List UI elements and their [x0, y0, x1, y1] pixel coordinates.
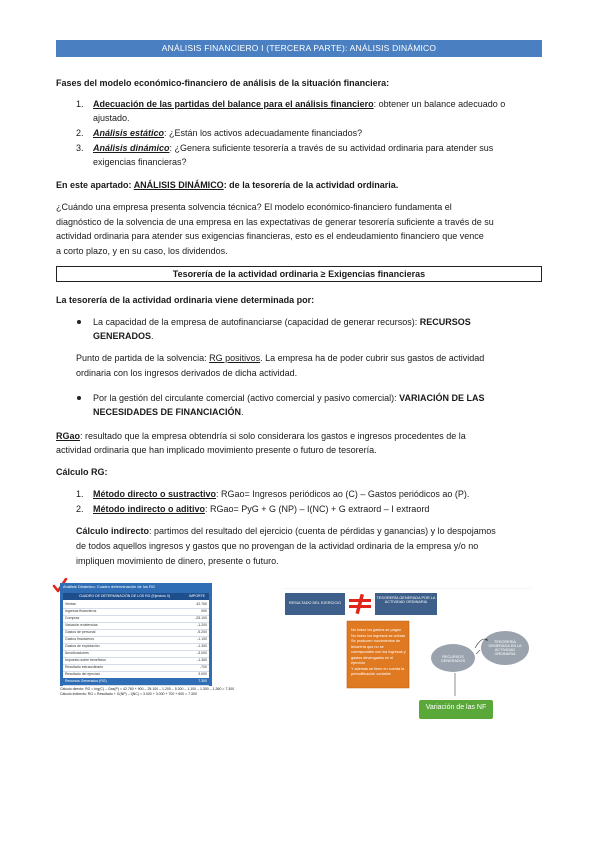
calculo-heading: Cálculo RG:	[56, 467, 108, 477]
metodo-1-text: : RGao= Ingresos periódicos ao (C) – Gastos periódicos ao (P).	[216, 489, 470, 499]
punto-partida	[76, 351, 484, 366]
fase-3-term: Análisis dinámico	[93, 143, 170, 153]
fase-3-cont: exigencias financieras?	[93, 157, 187, 167]
rg-row-label: Resultado del ejercicio	[65, 672, 101, 676]
fase-3	[93, 141, 493, 156]
rg-table-figure	[60, 583, 235, 696]
orange-list-item: No todos los ingresos se cobran	[351, 633, 406, 638]
result-box-label: RESULTADO DEL EJERCICIO	[288, 601, 342, 605]
rgao-term: RGao	[56, 431, 81, 441]
fase-2-num: 2.	[76, 128, 84, 138]
rg-table-col2: IMPORTE	[189, 594, 205, 598]
rgao-cont: actividad ordinaria que han implicado movimiento presente o futuro de tesorería.	[56, 445, 377, 455]
metodo-1-num: 1.	[76, 489, 84, 499]
rg-row-value: 900	[201, 609, 207, 613]
rg-row-value: -25.100	[195, 616, 207, 620]
bullet-1-cont	[93, 329, 154, 344]
bullet-2	[93, 391, 484, 406]
rg-table-total-row	[63, 678, 209, 686]
metodo-2-text: : RGao= PyG + G (NP) – I(NC) + G extraord – I extraord	[205, 504, 430, 514]
boxed-formula: Tesorería de la actividad ordinaria ≥ Exigencias financieras	[56, 266, 542, 282]
rg-row-value: -1.360	[197, 658, 207, 662]
metodo-2-num: 2.	[76, 504, 84, 514]
rg-row-label: Variación existencias	[65, 623, 98, 627]
fase-1-term: Adecuación de las partidas del balance para el análisis financiero	[93, 99, 374, 109]
metodo-1-term: Método directo o sustractivo	[93, 489, 217, 499]
apartado	[56, 178, 398, 193]
rg-row-label: Gastos financieros	[65, 637, 94, 641]
orange-list-item: Y además se tiene en cuenta la periodificación contable	[351, 666, 405, 676]
fase-1	[93, 97, 505, 112]
bullet-1-text: La capacidad de la empresa de autofinanciarse (capacidad de generar recursos):	[93, 317, 420, 327]
bullet-2-end: .	[241, 407, 244, 417]
intro-line: ¿Cuándo una empresa presenta solvencia técnica? El modelo económico-financiero fundamenta el	[56, 202, 452, 212]
rg-row-label: Gastos de explotación	[65, 644, 100, 648]
intro-line: a corto plazo, y en su caso, los dividendos.	[56, 245, 228, 256]
rg-table-title: Análisis Dinámico: Cuadro determinación de los RG	[63, 584, 156, 589]
fase-3-num: 3.	[76, 143, 84, 153]
rg-row-label: Gastos de personal	[65, 630, 96, 634]
intro-line: actividad ordinaria para atender sus exigencias financieras, esto es el endeudamiento financiero que vence	[56, 231, 484, 241]
rg-row-label: Amortizaciones	[65, 651, 89, 655]
orange-list	[351, 628, 407, 678]
indirecto-text: : partimos del resultado del ejercicio (cuenta de pérdidas y ganancias) y lo despojamos	[149, 526, 496, 536]
orange-list-item: No todos los gastos se pagan	[351, 628, 402, 632]
circle-left-label: RECURSOS GENERADOS	[440, 655, 466, 663]
determinada-heading: La tesorería de la actividad ordinaria viene determinada por:	[56, 295, 315, 305]
rg-direct-formula: Cálculo directo: RG = Ing(C) – Gas(P) = 42.760 + 900 – 25.100 – 1.200 – 5.200 – 1.100 – 1.300 – 1.360 = 7.300	[60, 687, 235, 691]
metodo-1	[93, 487, 469, 502]
rg-row-value: 42.760	[196, 602, 207, 606]
rg-row-value: -1.200	[197, 623, 207, 627]
metodo-2	[93, 502, 429, 517]
bullet-1	[93, 315, 471, 330]
metodo-2-term: Método indirecto o aditivo	[93, 504, 205, 514]
fases-heading: Fases del modelo económico-financiero de análisis de la situación financiera:	[56, 78, 390, 88]
rg-total-label: Recursos Generados (RG)	[65, 679, 107, 683]
indirecto	[76, 524, 496, 539]
bullet-2-bold2: NECESIDADES DE FINANCIACIÓN	[93, 407, 242, 417]
rg-row-value: -700	[199, 665, 207, 669]
rg-table-col1: CUADRO DE DETERMINACIÓN DE LOS RG (Ejercicio X)	[79, 594, 171, 598]
fase-2	[93, 126, 362, 141]
apartado-suffix: : de la tesorería de la actividad ordinaria.	[223, 180, 399, 190]
intro-line: diagnóstico de la solvencia de una empresa en las expectativas de generar tesorería suficiente a través de su	[56, 216, 494, 227]
nf-box-label: Variación de las NF	[425, 704, 487, 711]
fase-1-text: : obtener un balance adecuado o	[373, 99, 506, 109]
punto-cont: ordinaria con los ingresos derivados de dicha actividad.	[76, 368, 298, 378]
rg-row-label: Resultado extraordinario	[65, 665, 104, 669]
fase-3-text: : ¿Genera suficiente tesorería a través de su actividad ordinaria para atender sus	[169, 143, 494, 153]
rg-table-header	[63, 593, 209, 600]
bullet-1-bold2: GENERADOS	[93, 331, 152, 341]
page-header: ANÁLISIS FINANCIERO I (TERCERA PARTE): ANÁLISIS DINÁMICO	[56, 40, 542, 57]
rg-row-value: -3.000	[197, 651, 207, 655]
bullet-2-bold: VARIACIÓN DE LAS	[399, 393, 485, 403]
rg-total-value: 7.300	[198, 679, 207, 683]
rg-row-label: Ingresos financieros	[65, 609, 97, 613]
punto-term: RG positivos	[209, 353, 261, 363]
punto-text: . La empresa ha de poder cubrir sus gastos de actividad	[260, 353, 485, 363]
rg-row-label: Impuesto sobre beneficios	[65, 658, 106, 662]
indirecto-term: Cálculo indirecto	[76, 526, 150, 536]
fase-1-num: 1.	[76, 99, 84, 109]
treasury-box-label: TESORERÍA GENERADA POR LA ACTIVIDAD ORDINARIA	[376, 596, 436, 604]
intro-paragraph	[56, 200, 546, 258]
rg-table-panel	[60, 583, 212, 686]
rg-diagram	[283, 588, 531, 723]
bullet-2-cont	[93, 405, 244, 420]
punto-prefix: Punto de partida de la solvencia:	[76, 353, 210, 363]
rg-table	[63, 593, 209, 685]
apartado-prefix: En este apartado:	[56, 180, 134, 190]
rg-indirect-formula: Cálculo indirecto: RG = Resultado + G(NP) – I(NC) = 3.000 + 3.000 + 700 + 600 = 7.300	[60, 692, 197, 696]
indirecto-cont: impliquen movimiento de dinero, presente o futuro.	[76, 556, 279, 566]
bullet-icon	[77, 396, 81, 400]
rgao-text: : resultado que la empresa obtendría si solo considerara los gastos e ingresos procedentes de la	[80, 431, 466, 441]
fase-2-term: Análisis estático	[93, 128, 165, 138]
rg-row-value: 3.000	[198, 672, 207, 676]
rg-row-value: -5.200	[197, 630, 207, 634]
bullet-1-end: .	[151, 331, 154, 341]
bullet-1-bold: RECURSOS	[419, 317, 471, 327]
orange-list-item: Se producen movimientos de tesorería que no se corresponden con los ingresos y gastos devengados en el ejercicio	[351, 639, 406, 665]
circle-right-label: TESORERÍA GENERADA EN LA ACTIVIDAD ORDINARIA	[488, 640, 522, 656]
rg-row-value: -1.100	[197, 637, 207, 641]
rg-row-label: Compras	[65, 616, 80, 620]
bullet-icon	[77, 320, 81, 324]
rgao-definition	[56, 429, 466, 444]
apartado-term: ANÁLISIS DINÁMICO	[133, 180, 224, 190]
rg-row-label: Ventas	[65, 602, 76, 606]
rg-row-value: -1.300	[197, 644, 207, 648]
indirecto-cont: de todos aquellos ingresos y gastos que no provengan de la actividad ordinaria de la empresa y/o no	[76, 541, 479, 551]
bullet-2-text: Por la gestión del circulante comercial (activo comercial y pasivo comercial):	[93, 393, 400, 403]
fase-1-cont: ajustado.	[93, 113, 130, 123]
fase-2-text: : ¿Están los activos adecuadamente financiados?	[164, 128, 363, 138]
